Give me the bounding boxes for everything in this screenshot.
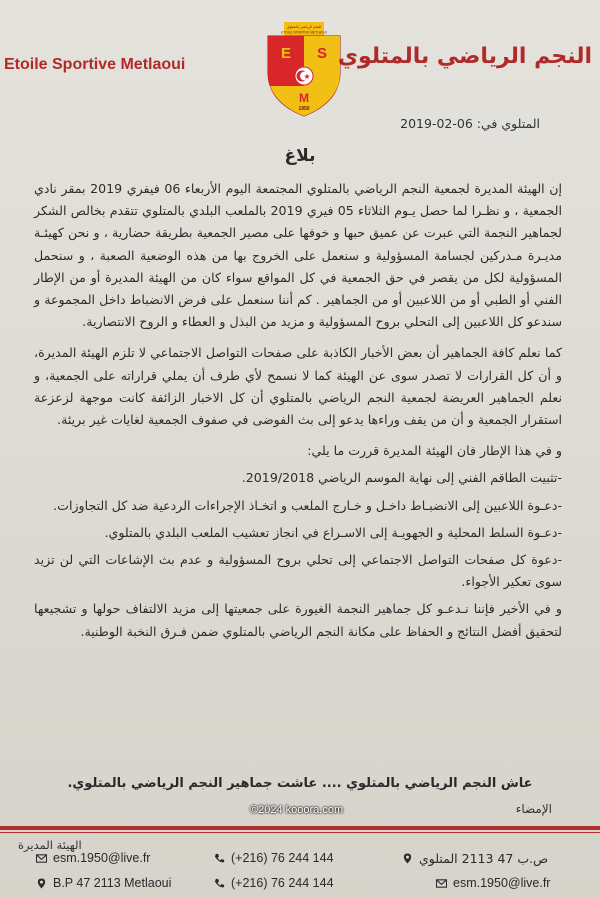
logo-year: 1950 xyxy=(298,106,310,112)
club-name-french: Etoile Sportive Metlaoui xyxy=(4,56,186,73)
document-title: بلاغ xyxy=(284,146,316,166)
email-icon xyxy=(36,853,47,864)
closing-paragraph: و في الأخير فإننا نـدعـو كل جماهير النجمة الغيورة على جمعيتها إلى مزيد الالتفاف حولها و تشجيعها لتحقيق أفضل النتائج و الحفاظ على مكانة النجم الرياضي بالمتلوي ضمن فـرق النخبة الوطنية. xyxy=(34,601,562,639)
footer-phone-1-text: (+216) 76 244 144 xyxy=(231,851,334,865)
footer-email-2 xyxy=(436,876,550,890)
decision-item-3: -دعـوة السلط المحلية و الجهويـة إلى الاسـراع في انجاز تعشيب الملعب البلدي بالمتلوي. xyxy=(104,524,562,540)
logo-letter-e: E xyxy=(280,45,292,62)
phone-icon xyxy=(214,853,225,864)
footer-address-text: B.P 47 2113 Metlaoui xyxy=(53,876,172,890)
footer-phone-2 xyxy=(214,876,334,890)
closing-slogan: عاش النجم الرياضي بالمتلوي .... عاشت جماهير النجم الرياضي بالمتلوي. xyxy=(67,776,533,791)
phone-icon xyxy=(214,878,225,889)
footer-phone-1 xyxy=(214,851,334,865)
footer-row-2 xyxy=(0,876,600,898)
signature-label: الإمضاء xyxy=(515,802,552,816)
footer-address xyxy=(36,876,171,890)
decision-item-4: -دعوة كل صفحات التواصل الاجتماعي إلى تحلي بروح المسؤولية و عدم بث الإشاعات التي لن تزيد سوى تعكير الأجواء. xyxy=(34,552,562,590)
decisions-intro: و في هذا الإطار فان الهيئة المديرة قررت ما يلي: xyxy=(307,443,562,459)
logo-sub-text: ETOILE SPORTIVE METLAOUI xyxy=(281,30,327,35)
footer-phone-2-text: (+216) 76 244 144 xyxy=(231,876,334,890)
statement-body xyxy=(34,178,562,652)
footer-divider xyxy=(0,826,600,830)
decision-item-2: -دعـوة اللاعبين إلى الانضبـاط داخـل و خـارج الملعب و اتخـاذ الإجراءات الردعية ضد كل التجاوزات. xyxy=(53,497,562,513)
footer-pobox-arabic-text: ص.ب 47 2113 المتلوي xyxy=(419,851,549,866)
footer-row-1 xyxy=(0,851,600,873)
paragraph-1: إن الهيئة المديرة لجمعية النجم الرياضي بالمتلوي المجتمعة اليوم الأربعاء 06 فيفري 2019 بمقر نادي الجمعية ، و نظـرا لما حصل يـوم الثلاثاء 05 فيري 2019 بالملعب البلدي بالمتلوي تتقدم بخالص الشكر لجماهير النجمة التي عبرت عن عميق حبها و خوفها على مصير الجمعية بطريقة حضارية ، و نحن كهيئـة مديـرة مـدركين لجسامة المسؤولية و سنعمل على الخروج بها من هذه الوضعية الصعبة ، و سنحمل المسؤولية لكل من يقصر في حق الجمعية في كل المواقع سواء كان من الهيئة المديرة أو من الإطار الفني أو الطبي أو من اللاعبين أو من الجماهير . كم أننا سنعمل على فرض الانضباط داخل المجموعة و سندعو كل اللاعبين إلى التحلي بروح المسؤولية و مزيد من البذل و العطاء و الروح الانتصارية. xyxy=(34,181,562,330)
decision-item-1: -تثبيت الطاقم الفني إلى نهاية الموسم الرياضي 2019/2018. xyxy=(241,470,562,486)
email-icon xyxy=(436,878,447,889)
logo-letter-s: S xyxy=(316,45,328,62)
location-pin-icon xyxy=(402,853,413,864)
logo-letter-m: M xyxy=(299,91,309,105)
location-pin-icon xyxy=(36,878,47,889)
club-crest-logo xyxy=(258,20,350,118)
date-line: المتلوي في: 06-02-2019 xyxy=(400,116,540,131)
watermark: ©2024 kooora.com xyxy=(250,804,344,816)
paragraph-2: كما نعلم كافة الجماهير أن بعض الأخبار الكاذبة على صفحات التواصل الاجتماعي لا تلزم الهيئة المديرة، و أن كل القرارات لا تصدر سوى عن الهيئة كما لا نسمح لأي طرف أن يملي قراراته على الجمعية، و نعلم الجماهير العريضة لجمعية النجم الرياضي بالمتلوي أن كل الاخبار الزائفة كانت موجهة لزعزعة استقرار الجمعية و أن من يقف وراءها يدعو إلى بث الفوضى في صفوف الجمعية لغايات غير بريئة. xyxy=(34,345,562,428)
footer-email-1 xyxy=(36,851,150,865)
logo-top-text: النجم الرياضي بالمتلوي xyxy=(286,25,322,29)
footer-email-1-text: esm.1950@live.fr xyxy=(53,851,151,865)
club-name-arabic: النجم الرياضي بالمتلوي xyxy=(337,44,592,69)
footer-divider-thin xyxy=(0,832,600,833)
footer-pobox-arabic xyxy=(402,851,548,866)
footer-email-2-text: esm.1950@live.fr xyxy=(453,876,551,890)
committee-label: الهيئة المديرة xyxy=(18,838,82,852)
